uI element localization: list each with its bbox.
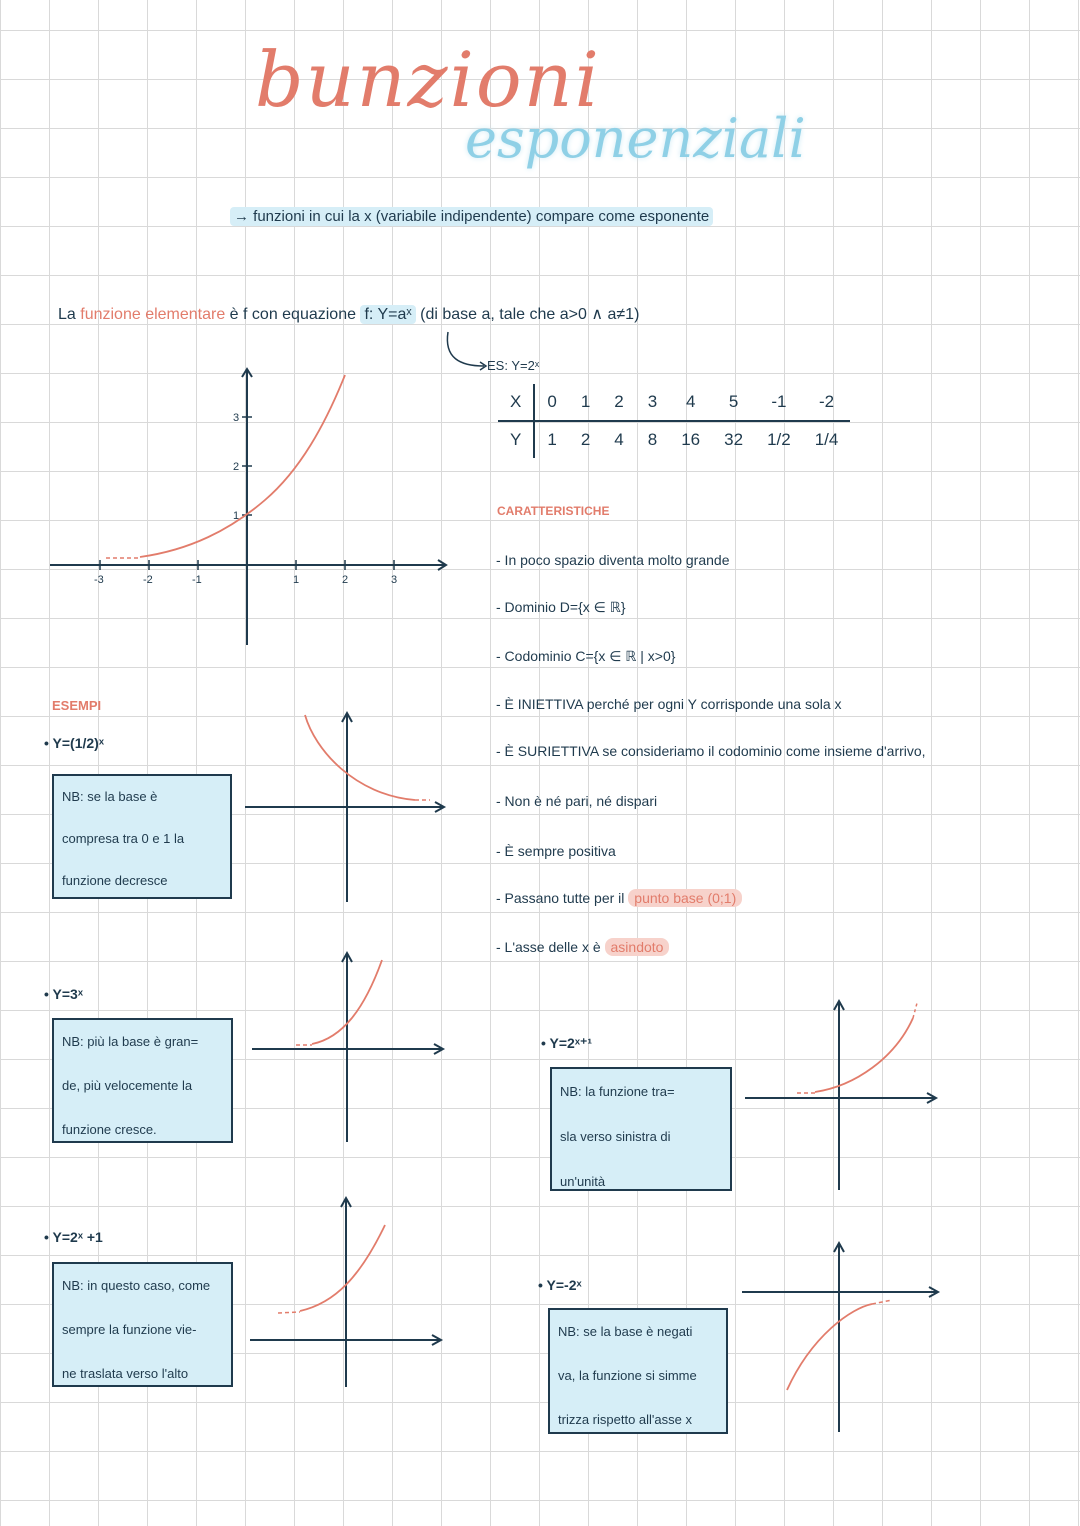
example-4-note: NB: la funzione tra= sla verso sinistra di un'unità xyxy=(550,1067,732,1191)
feature-item: - Non è né pari, né dispari xyxy=(496,793,658,809)
table-row-y: Y 1 2 4 8 16 32 1/2 1/4 xyxy=(498,421,850,458)
example-1-graph xyxy=(245,710,450,905)
title-line-1: bunzioni xyxy=(255,35,601,124)
feature-item: - In poco spazio diventa molto grande xyxy=(496,552,730,568)
example-3-graph xyxy=(250,1195,445,1390)
example-1-label: • Y=(1/2)ˣ xyxy=(44,735,104,751)
feature-item: - È INIETTIVA perché per ogni Y corrisponde una sola x xyxy=(496,696,842,712)
examples-heading: ESEMPI xyxy=(52,698,102,713)
main-graph xyxy=(50,365,450,650)
title-line-2: esponenziali xyxy=(465,107,806,170)
values-table xyxy=(498,384,850,458)
definition-equation: f: Y=aˣ xyxy=(360,305,415,324)
example-5-graph xyxy=(742,1240,942,1435)
svg-text:2: 2 xyxy=(233,461,240,473)
example-label: ES: Y=2ˣ xyxy=(487,358,540,373)
feature-base-point: - Passano tutte per il punto base (0;1) xyxy=(496,890,742,906)
svg-text:-2: -2 xyxy=(143,574,153,586)
svg-text:-3: -3 xyxy=(94,574,104,586)
example-4-graph xyxy=(745,998,940,1193)
svg-text:1: 1 xyxy=(293,574,300,586)
subtitle: → funzioni in cui la x (variabile indipendente) compare come esponente xyxy=(230,208,713,225)
feature-item: - È SURIETTIVA se consideriamo il codominio come insieme d'arrivo, xyxy=(496,743,926,759)
svg-text:3: 3 xyxy=(233,412,240,424)
definition-highlight: funzione elementare xyxy=(80,306,226,323)
feature-asymptote: - L'asse delle x è asindoto xyxy=(496,939,669,955)
example-1-note: NB: se la base è compresa tra 0 e 1 la funzione decresce xyxy=(52,774,232,899)
example-5-label: • Y=-2ˣ xyxy=(538,1277,582,1293)
example-2-note: NB: più la base è gran= de, più velocemente la funzione cresce. xyxy=(52,1018,233,1143)
feature-item: - Dominio D={x ∈ ℝ} xyxy=(496,599,626,615)
definition: La funzione elementare è f con equazione f: Y=aˣ (di base a, tale che a>0 ∧ a≠1) xyxy=(58,306,640,323)
example-4-label: • Y=2ˣ⁺¹ xyxy=(541,1035,593,1051)
example-2-label: • Y=3ˣ xyxy=(44,986,83,1002)
svg-text:1: 1 xyxy=(233,510,240,522)
example-3-label: • Y=2ˣ +1 xyxy=(44,1229,103,1245)
table-row-x: X 0 1 2 3 4 5 -1 -2 xyxy=(498,384,850,421)
svg-text:-1: -1 xyxy=(192,574,202,586)
svg-text:2: 2 xyxy=(342,574,349,586)
feature-item: - Codominio C={x ∈ ℝ | x>0} xyxy=(496,648,676,664)
example-2-graph xyxy=(252,950,447,1145)
feature-item: - È sempre positiva xyxy=(496,843,616,859)
example-5-note: NB: se la base è negati va, la funzione si simme trizza rispetto all'asse x xyxy=(548,1308,728,1434)
svg-text:3: 3 xyxy=(391,574,398,586)
example-3-note: NB: in questo caso, come sempre la funzione vie- ne traslata verso l'alto xyxy=(52,1262,233,1387)
characteristics-heading: CARATTERISTICHE xyxy=(497,504,610,518)
